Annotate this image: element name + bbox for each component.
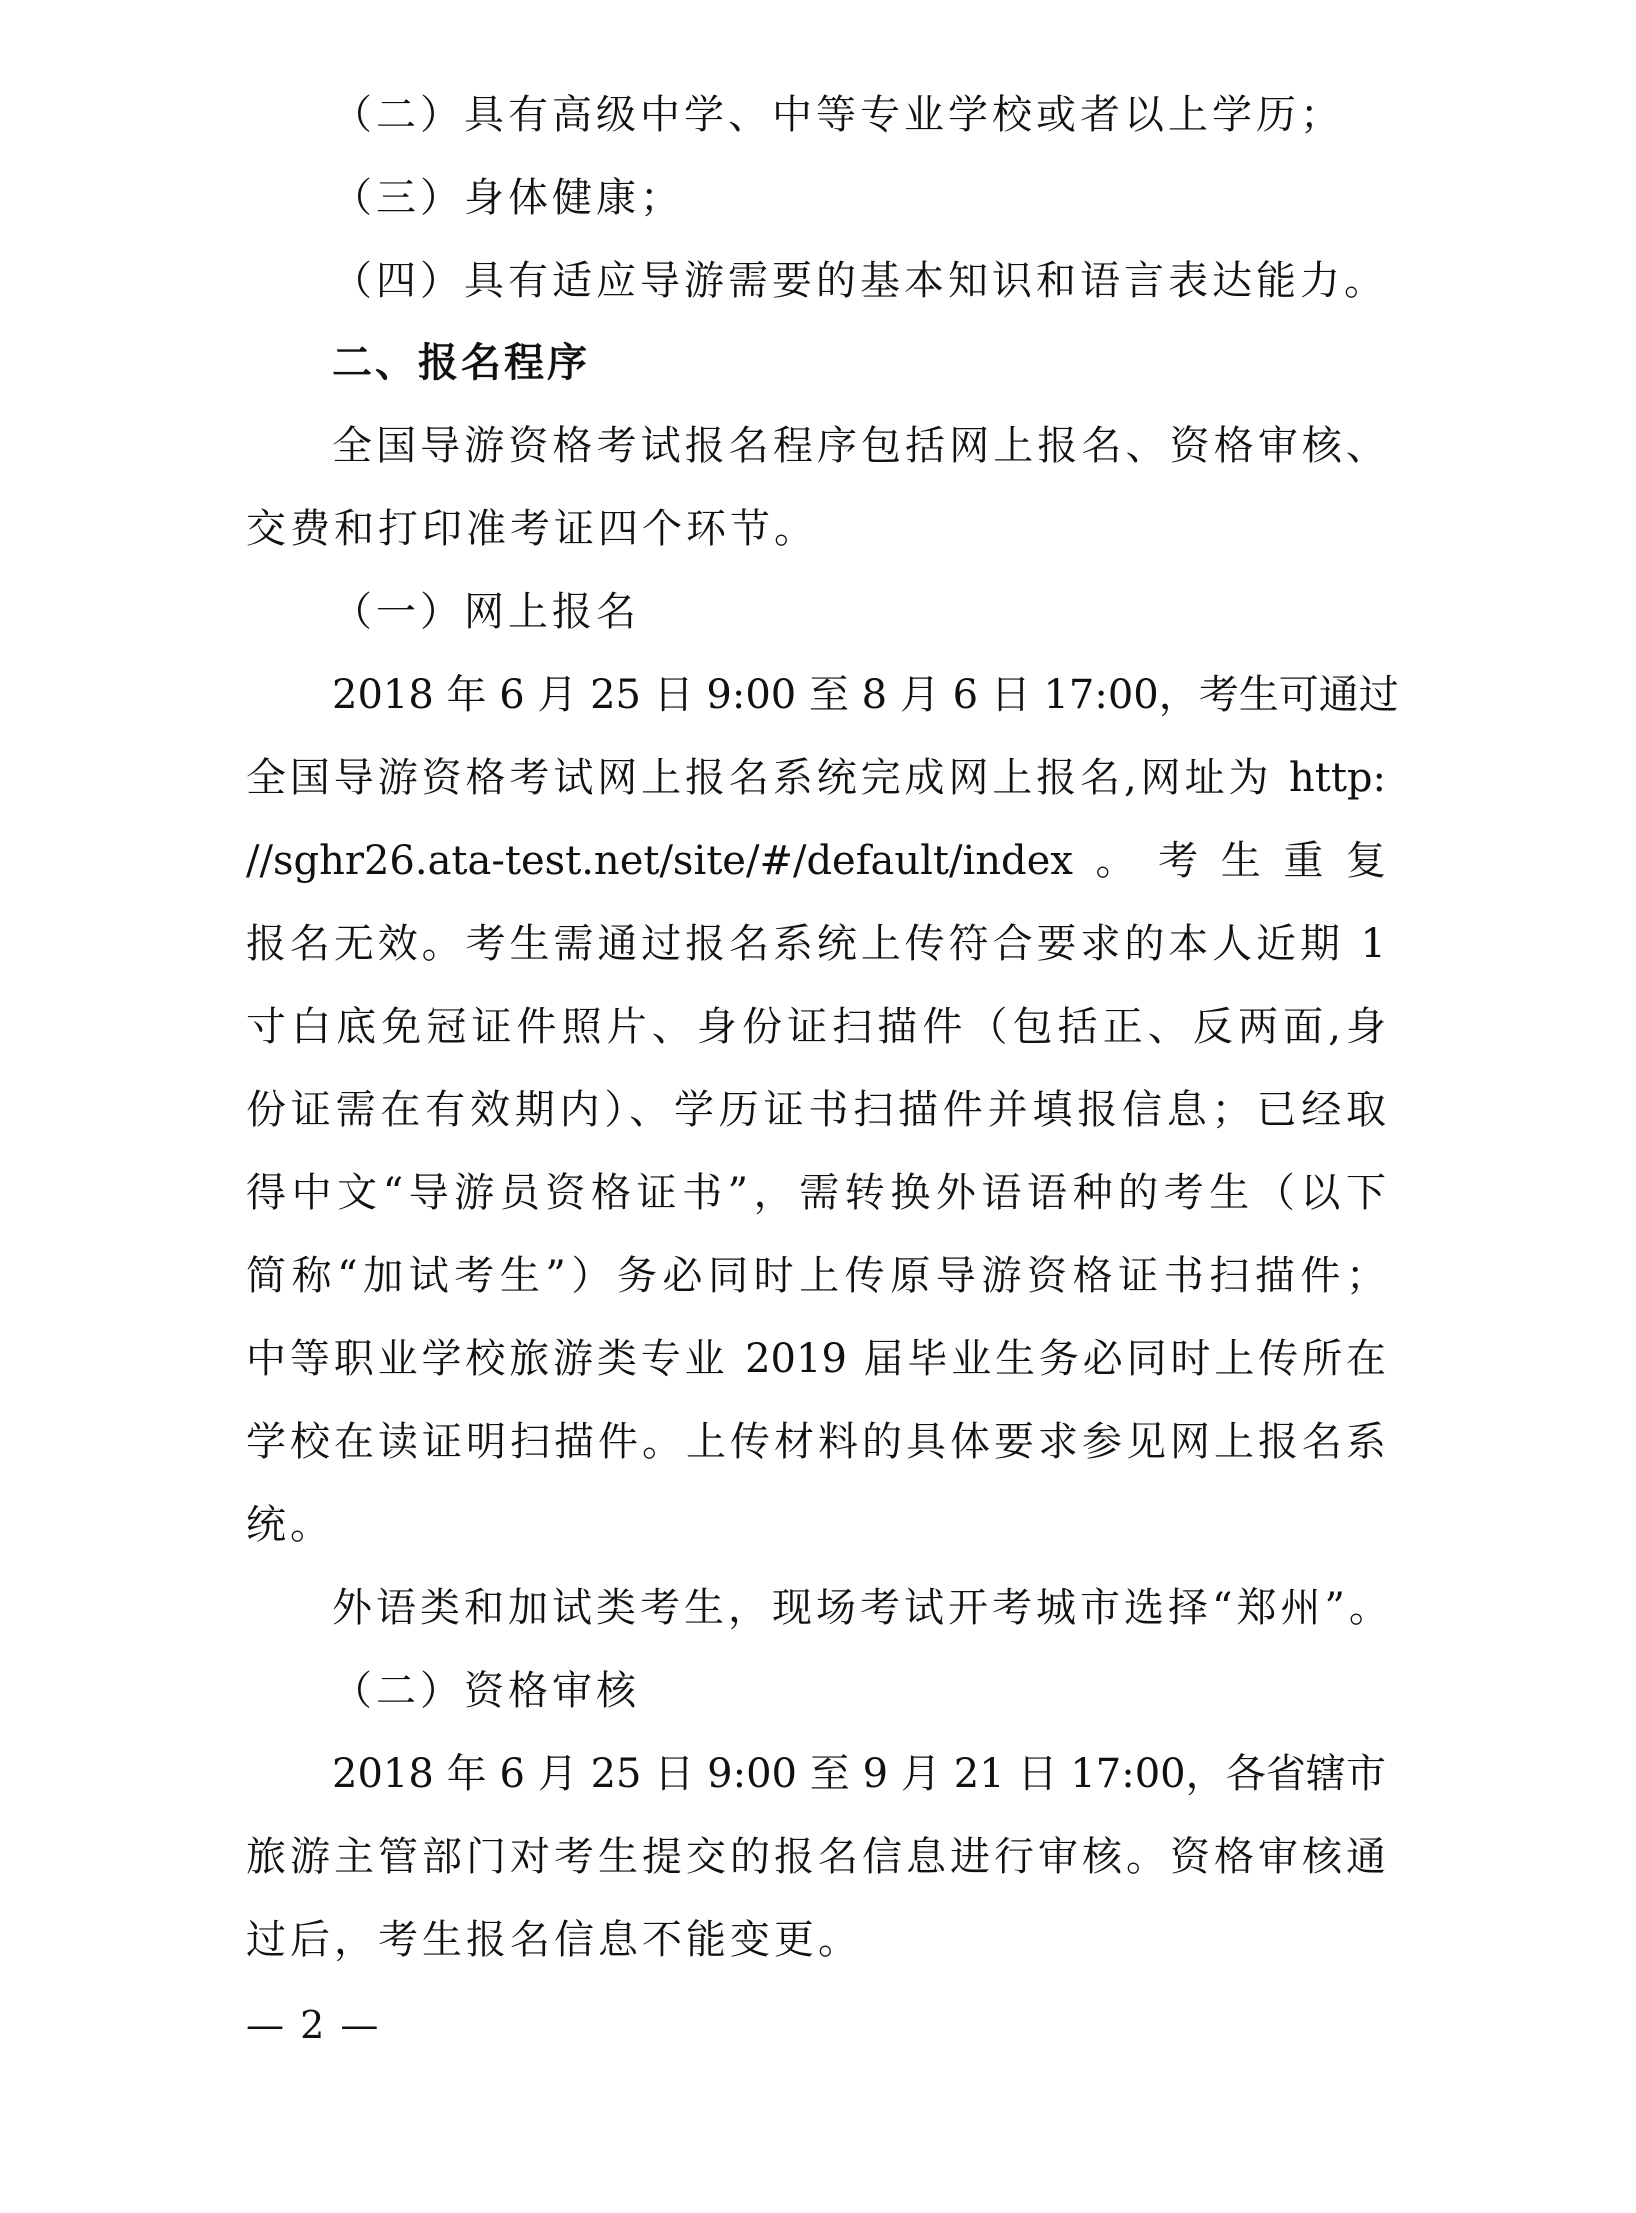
paragraph-line: 过后，考生报名信息不能变更。: [246, 1917, 862, 1963]
paragraph-line: 得中文“导游员资格证书”，需转换外语语种的考生（以下: [246, 1170, 1386, 1216]
paragraph-line: 份证需在有效期内）、学历证书扫描件并填报信息；已经取: [246, 1087, 1386, 1133]
paragraph-line: 旅游主管部门对考生提交的报名信息进行审核。资格审核通: [246, 1834, 1386, 1880]
list-item-health: （三）身体健康；: [332, 175, 684, 221]
paragraph-line: 统。: [246, 1502, 334, 1548]
paragraph-line: 学校在读证明扫描件。上传材料的具体要求参见网上报名系: [246, 1419, 1386, 1465]
paragraph-line: 2018 年 6 月 25 日 9:00 至 9 月 21 日 17:00，各省辖市: [332, 1751, 1386, 1797]
paragraph-line: 2018 年 6 月 25 日 9:00 至 8 月 6 日 17:00，考生可通过: [332, 672, 1399, 718]
list-item-knowledge: （四）具有适应导游需要的基本知识和语言表达能力。: [332, 258, 1388, 304]
paragraph-line: 外语类和加试类考生，现场考试开考城市选择“郑州”。: [332, 1585, 1393, 1631]
paragraph-line: //sghr26.ata-test.net/site/#/default/index。考生重复: [246, 838, 1386, 884]
paragraph-line: 全国导游资格考试网上报名系统完成网上报名,网址为 http:: [246, 755, 1386, 801]
paragraph-line: 全国导游资格考试报名程序包括网上报名、资格审核、: [332, 423, 1386, 469]
page-number: — 2 —: [246, 2003, 381, 2047]
section-heading-registration: 二、报名程序: [332, 340, 590, 386]
paragraph-line: 中等职业学校旅游类专业 2019 届毕业生务必同时上传所在: [246, 1336, 1386, 1382]
subheading-qualification-review: （二）资格审核: [332, 1668, 640, 1714]
list-item-education: （二）具有高级中学、中等专业学校或者以上学历；: [332, 92, 1344, 138]
paragraph-line: 寸白底免冠证件照片、身份证扫描件（包括正、反两面,身: [246, 1004, 1386, 1050]
subheading-online-registration: （一）网上报名: [332, 589, 640, 635]
paragraph-line: 交费和打印准考证四个环节。: [246, 506, 818, 552]
paragraph-line: 报名无效。考生需通过报名系统上传符合要求的本人近期 1: [246, 921, 1386, 967]
paragraph-line: 简称“加试考生”）务必同时上传原导游资格证书扫描件；: [246, 1253, 1386, 1299]
